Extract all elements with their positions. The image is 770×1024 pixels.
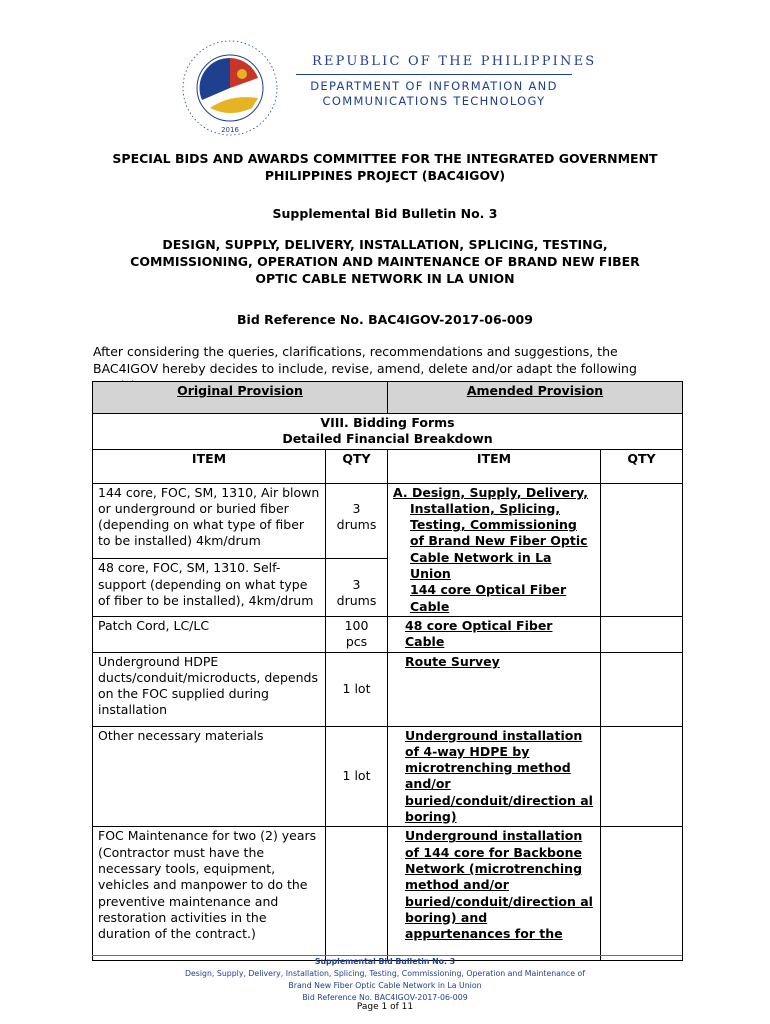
section-heading-row xyxy=(93,414,683,450)
table-header-row xyxy=(93,382,683,414)
qty-cell xyxy=(326,827,388,961)
amended-qty-cell xyxy=(601,616,683,652)
original-provision-header: Original Provision xyxy=(93,382,388,414)
dict-seal-logo xyxy=(180,38,280,138)
table-row xyxy=(93,726,683,827)
footer-bid-reference: Bid Reference No. BAC4IGOV-2017-06-009 xyxy=(302,993,468,1002)
item-cell: Underground HDPE ducts/conduit/microducts, depends on the FOC supplied during installation xyxy=(93,652,326,726)
table-row xyxy=(93,616,683,652)
project-title: DESIGN, SUPPLY, DELIVERY, INSTALLATION, SPLICING, TESTING, COMMISSIONING, OPERATION AND MAINTENANCE OF BRAND NEW FIBER OPTIC CABLE NETWORK IN LA UNION xyxy=(130,237,640,286)
table-row xyxy=(93,652,683,726)
qty-cell: 3 drums xyxy=(326,483,388,559)
bid-reference: Bid Reference No. BAC4IGOV-2017-06-009 xyxy=(237,312,533,327)
footer-bulletin: Supplemental Bid Bulletin No. 3 xyxy=(314,957,456,966)
qty-header: QTY xyxy=(326,449,388,483)
item-cell: FOC Maintenance for two (2) years (Contractor must have the necessary tools, equipment, vehicles and manpower to do the preventive maintenance and restoration activities in the duration of the contract.) xyxy=(93,827,326,961)
bulletin-number: Supplemental Bid Bulletin No. 3 xyxy=(272,206,498,221)
item-cell: Other necessary materials xyxy=(93,726,326,827)
amended-qty-cell xyxy=(601,652,683,726)
amended-qty-cell xyxy=(601,827,683,961)
qty-cell: 1 lot xyxy=(326,726,388,827)
qty-cell: 3 drums xyxy=(326,559,388,617)
table-row xyxy=(93,483,683,559)
table-row xyxy=(93,827,683,961)
amended-item-cell: Route Survey xyxy=(388,652,601,726)
item-cell: 48 core, FOC, SM, 1310. Self-support (depending on what type of fiber to be installed), 4km/drum xyxy=(93,559,326,617)
amended-item-cell: Underground installation of 144 core for Backbone Network (microtrenching method and/or buried/conduit/direction al boring) and appurtenances for the xyxy=(388,827,601,961)
committee-title: SPECIAL BIDS AND AWARDS COMMITTEE FOR THE INTEGRATED GOVERNMENT PHILIPPINES PROJECT (BAC4IGOV) xyxy=(112,151,658,183)
column-header-row xyxy=(93,449,683,483)
footer-project-line1: Design, Supply, Delivery, Installation, Splicing, Testing, Commissioning, Operation and Maintenance of xyxy=(185,969,585,978)
item-header: ITEM xyxy=(93,449,326,483)
amended-item-header: ITEM xyxy=(388,449,601,483)
department-name: DEPARTMENT OF INFORMATION AND COMMUNICATIONS TECHNOLOGY xyxy=(310,79,558,108)
amended-item-cell: A. Design, Supply, Delivery, Installation, Splicing, Testing, Commissioning of Brand New Fiber Optic Cable Network in La Union 144 core Optical Fiber Cable xyxy=(388,483,601,616)
amended-provision-header: Amended Provision xyxy=(388,382,683,414)
amended-qty-header: QTY xyxy=(601,449,683,483)
amended-qty-cell xyxy=(601,483,683,616)
footer-project-line2: Brand New Fiber Optic Cable Network in La Union xyxy=(288,981,482,990)
qty-cell: 100 pcs xyxy=(326,616,388,652)
section-subtitle: Detailed Financial Breakdown xyxy=(282,431,493,447)
svg-text:2016: 2016 xyxy=(221,126,239,134)
intro-paragraph: After considering the queries, clarifications, recommendations and suggestions, the BAC4IGOV hereby decides to include, revise, amend, delete and/or adapt the following xyxy=(93,344,637,376)
page-number: Page 1 of 11 xyxy=(356,1002,414,1012)
section-title: VIII. Bidding Forms xyxy=(320,415,455,430)
amended-item-cell: 48 core Optical Fiber Cable xyxy=(388,616,601,652)
amended-qty-cell xyxy=(601,726,683,827)
provisions-table xyxy=(92,381,683,961)
republic-heading: REPUBLIC OF THE PHILIPPINES xyxy=(312,54,597,69)
qty-cell: 1 lot xyxy=(326,652,388,726)
item-cell: 144 core, FOC, SM, 1310, Air blown or underground or buried fiber (depending on what type of fiber to be installed) 4km/drum xyxy=(93,483,326,559)
header-rule xyxy=(296,74,572,75)
item-cell: Patch Cord, LC/LC xyxy=(93,616,326,652)
amended-item-cell: Underground installation of 4-way HDPE by microtrenching method and/or buried/conduit/direction al boring) xyxy=(388,726,601,827)
